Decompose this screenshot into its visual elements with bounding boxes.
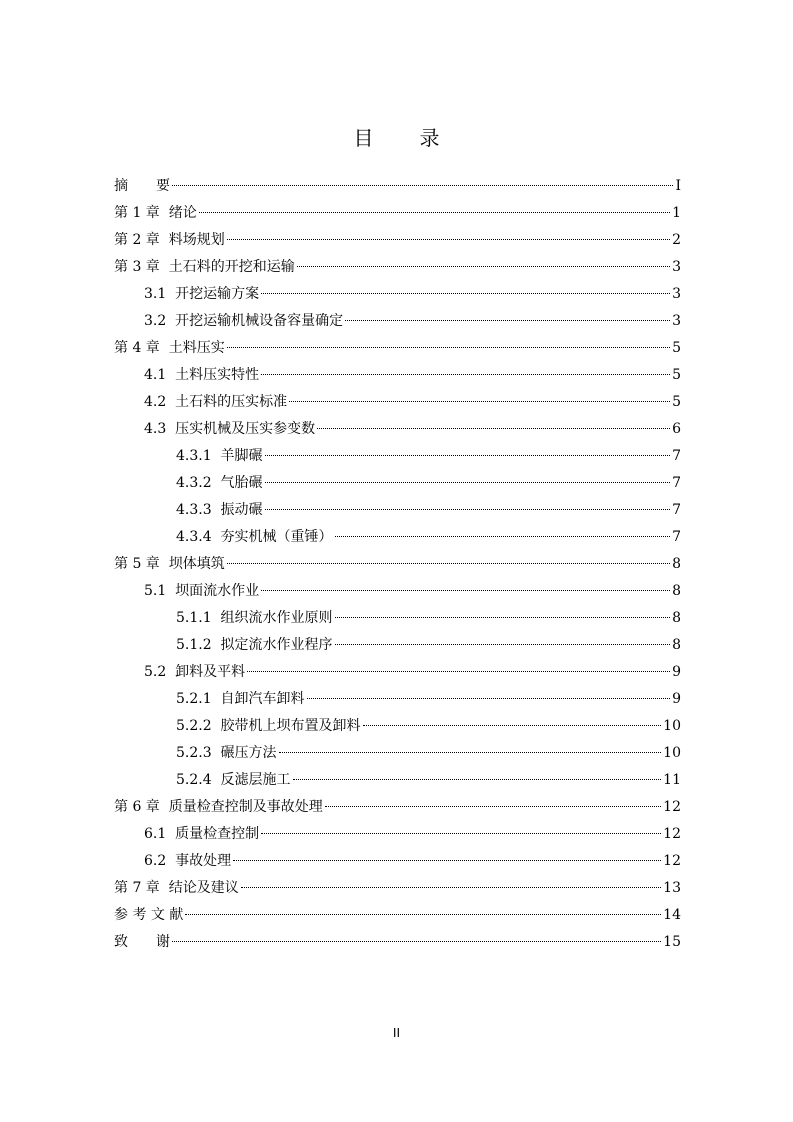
- toc-leader-dots: [172, 941, 661, 942]
- toc-leader-dots: [265, 455, 671, 456]
- toc-leader-dots: [185, 914, 661, 915]
- toc-page-number: 3: [672, 313, 681, 329]
- toc-page-number: 5: [672, 340, 681, 356]
- toc-entry[interactable]: [114, 632, 681, 659]
- toc-page-number: 1: [672, 205, 681, 221]
- toc-leader-dots: [335, 617, 671, 618]
- toc-page-number: 13: [663, 880, 681, 896]
- toc-entry[interactable]: [114, 551, 681, 578]
- toc-entry-title: 卸料及平料: [175, 664, 246, 680]
- toc-entry-title: 反滤层施工: [220, 772, 291, 788]
- toc-page-number: 6: [672, 421, 681, 437]
- toc-entry[interactable]: [114, 362, 681, 389]
- toc-entry[interactable]: [114, 902, 681, 929]
- toc-entry[interactable]: [114, 335, 681, 362]
- toc-page-number: 3: [672, 259, 681, 275]
- toc-page-number: 7: [672, 502, 681, 518]
- toc-entry-title: 开挖运输方案: [175, 286, 260, 302]
- toc-entry[interactable]: [114, 443, 681, 470]
- toc-entry-number: 4.3.1: [176, 448, 212, 464]
- toc-page-number: 9: [672, 664, 681, 680]
- toc-entry-number: 3.2: [144, 313, 167, 329]
- toc-entry-number: 6.1: [144, 826, 167, 842]
- toc-entry[interactable]: [114, 875, 681, 902]
- toc-entry-number: 5.2: [144, 664, 167, 680]
- toc-page-number: 10: [663, 718, 681, 734]
- toc-entry[interactable]: [114, 767, 681, 794]
- toc-page-number: 8: [672, 637, 681, 653]
- toc-page-number: 8: [672, 556, 681, 572]
- toc-leader-dots: [363, 725, 662, 726]
- title-char-2: 录: [419, 126, 440, 150]
- toc-entry[interactable]: [114, 659, 681, 686]
- toc-leader-dots: [261, 833, 661, 834]
- toc-entry-title: 第 1 章 绪论: [114, 205, 197, 221]
- toc-entry-number: 4.3.4: [176, 529, 212, 545]
- toc-page-number: 3: [672, 286, 681, 302]
- toc-leader-dots: [261, 293, 670, 294]
- toc-entry-title: 组织流水作业原则: [220, 610, 333, 626]
- toc-leader-dots: [289, 401, 670, 402]
- toc-entry[interactable]: [114, 578, 681, 605]
- toc-entry-number: 4.3.3: [176, 502, 212, 518]
- toc-leader-dots: [345, 320, 670, 321]
- toc-leader-dots: [335, 644, 671, 645]
- toc-entry[interactable]: [114, 200, 681, 227]
- toc-leader-dots: [227, 239, 670, 240]
- toc-entry-title: 质量检查控制: [175, 826, 260, 842]
- toc-entry[interactable]: [114, 173, 681, 200]
- toc-page-number: 10: [663, 745, 681, 761]
- toc-entry-number: 5.2.3: [176, 745, 212, 761]
- toc-leader-dots: [265, 482, 671, 483]
- toc-page-number: 7: [672, 475, 681, 491]
- toc-leader-dots: [261, 374, 670, 375]
- toc-entry-title: 致 谢: [114, 934, 170, 950]
- toc-entry[interactable]: [114, 227, 681, 254]
- title-char-1: 目: [353, 126, 374, 150]
- toc-entry-title: 拟定流水作业程序: [220, 637, 333, 653]
- toc-entry[interactable]: [114, 821, 681, 848]
- toc-leader-dots: [279, 752, 662, 753]
- toc-entry-title: 第 6 章 质量检查控制及事故处理: [114, 799, 323, 815]
- table-of-contents: [114, 173, 681, 956]
- toc-entry-title: 气胎碾: [220, 475, 263, 491]
- toc-entry-title: 坝面流水作业: [175, 583, 260, 599]
- toc-page-number: 11: [663, 772, 681, 788]
- toc-page-number: 14: [663, 907, 681, 923]
- toc-entry-number: 3.1: [144, 286, 167, 302]
- toc-entry-title: 开挖运输机械设备容量确定: [175, 313, 344, 329]
- toc-entry[interactable]: [114, 308, 681, 335]
- toc-leader-dots: [227, 347, 670, 348]
- toc-leader-dots: [317, 428, 670, 429]
- toc-entry-title: 羊脚碾: [220, 448, 263, 464]
- toc-entry-number: 4.3.2: [176, 475, 212, 491]
- toc-leader-dots: [293, 779, 662, 780]
- toc-entry[interactable]: [114, 605, 681, 632]
- toc-entry[interactable]: [114, 686, 681, 713]
- toc-entry-number: 5.1: [144, 583, 167, 599]
- toc-entry-title: 参 考 文 献: [114, 907, 184, 923]
- toc-page-number: 8: [672, 583, 681, 599]
- toc-entry-title: 碾压方法: [220, 745, 277, 761]
- toc-leader-dots: [265, 509, 671, 510]
- toc-page-number: 12: [663, 853, 681, 869]
- toc-leader-dots: [261, 590, 670, 591]
- toc-entry-number: 4.3: [144, 421, 167, 437]
- toc-page-number: 2: [672, 232, 681, 248]
- toc-leader-dots: [325, 806, 661, 807]
- toc-page-number: 7: [672, 448, 681, 464]
- toc-entry-title: 第 7 章 结论及建议: [114, 880, 239, 896]
- page-title: [0, 122, 793, 151]
- toc-leader-dots: [199, 212, 670, 213]
- toc-entry-number: 5.1.1: [176, 610, 212, 626]
- toc-entry[interactable]: [114, 281, 681, 308]
- toc-entry-number: 5.1.2: [176, 637, 212, 653]
- toc-entry-title: 第 4 章 土料压实: [114, 340, 225, 356]
- toc-entry-number: 6.2: [144, 853, 167, 869]
- toc-entry-title: 摘 要: [114, 178, 170, 194]
- toc-entry-title: 第 2 章 料场规划: [114, 232, 225, 248]
- toc-entry-title: 土料压实特性: [175, 367, 260, 383]
- toc-entry[interactable]: [114, 254, 681, 281]
- toc-entry-title: 自卸汽车卸料: [220, 691, 305, 707]
- toc-entry[interactable]: [114, 740, 681, 767]
- toc-entry-title: 第 3 章 土石料的开挖和运输: [114, 259, 295, 275]
- toc-page-number: 12: [663, 826, 681, 842]
- toc-entry-number: 4.2: [144, 394, 167, 410]
- toc-entry[interactable]: [114, 524, 681, 551]
- toc-entry-title: 振动碾: [220, 502, 263, 518]
- toc-entry-number: 5.2.4: [176, 772, 212, 788]
- toc-entry[interactable]: [114, 416, 681, 443]
- toc-entry-number: 5.2.1: [176, 691, 212, 707]
- toc-entry-number: 4.1: [144, 367, 167, 383]
- toc-entry[interactable]: [114, 848, 681, 875]
- toc-entry[interactable]: [114, 713, 681, 740]
- toc-entry[interactable]: [114, 389, 681, 416]
- toc-entry[interactable]: [114, 929, 681, 956]
- toc-leader-dots: [241, 887, 661, 888]
- toc-leader-dots: [297, 266, 670, 267]
- toc-page-number: 5: [672, 394, 681, 410]
- toc-entry-title: 事故处理: [175, 853, 232, 869]
- toc-leader-dots: [227, 563, 670, 564]
- toc-entry[interactable]: [114, 794, 681, 821]
- toc-entry[interactable]: [114, 470, 681, 497]
- toc-leader-dots: [172, 185, 673, 186]
- toc-entry[interactable]: [114, 497, 681, 524]
- toc-leader-dots: [247, 671, 670, 672]
- toc-page-number: 12: [663, 799, 681, 815]
- page-number-footer: II: [392, 1025, 401, 1040]
- toc-leader-dots: [233, 860, 661, 861]
- toc-entry-title: 压实机械及压实参变数: [175, 421, 316, 437]
- toc-entry-title: 胶带机上坝布置及卸料: [220, 718, 361, 734]
- toc-entry-title: 土石料的压实标准: [175, 394, 288, 410]
- toc-page-number: I: [675, 178, 681, 194]
- toc-leader-dots: [307, 698, 671, 699]
- toc-leader-dots: [335, 536, 671, 537]
- toc-page-number: 5: [672, 367, 681, 383]
- toc-page-number: 9: [672, 691, 681, 707]
- toc-entry-title: 夯实机械（重锤）: [220, 529, 333, 545]
- toc-entry-number: 5.2.2: [176, 718, 212, 734]
- toc-page-number: 15: [663, 934, 681, 950]
- toc-entry-title: 第 5 章 坝体填筑: [114, 556, 225, 572]
- toc-page-number: 7: [672, 529, 681, 545]
- toc-page-number: 8: [672, 610, 681, 626]
